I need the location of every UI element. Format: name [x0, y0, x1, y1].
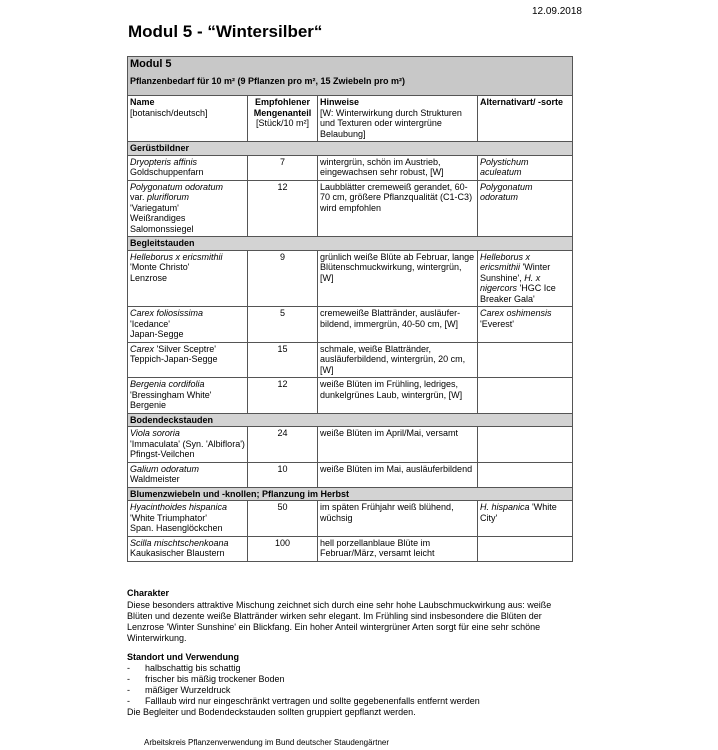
- plant-name-cell: [128, 342, 248, 378]
- quantity-cell: 100: [248, 536, 318, 561]
- list-item: - halbschattig bis schattig: [127, 663, 572, 674]
- table-row: [128, 501, 573, 537]
- common-name: Waldmeister: [130, 474, 180, 484]
- cultivar-name: 'Variegatum': [130, 202, 179, 213]
- alternative-name: H. hispanica: [480, 502, 530, 512]
- notes-cell: weiße Blüten im Frühling, ledriges, dunkelgrünes Laub, wintergrün, [W]: [318, 378, 478, 414]
- notes-cell: wintergrün, schön im Austrieb, eingewachsen sehr robust, [W]: [318, 155, 478, 180]
- variety-prefix: var.: [130, 192, 148, 202]
- plant-name-cell: [128, 501, 248, 537]
- table-row: [128, 342, 573, 378]
- alternative-cultivar-2: 'HGC Ice Breaker Gala': [480, 283, 556, 304]
- alternative-cell: [478, 180, 573, 237]
- botanical-name: Galium odoratum: [130, 463, 200, 474]
- quantity-cell: 9: [248, 250, 318, 307]
- notes-cell: weiße Blüten im April/Mai, versamt: [318, 427, 478, 463]
- botanical-name: Bergenia cordifolia: [130, 379, 205, 389]
- cultivar-name: 'Icedance': [130, 318, 170, 329]
- botanical-name: Dryopteris affinis: [130, 156, 198, 167]
- location-heading: Standort und Verwendung: [127, 652, 239, 662]
- page-title: Modul 5 - “Wintersilber“: [128, 22, 323, 41]
- alternative-cultivar: 'Everest': [480, 318, 514, 329]
- group-heading: Blumenzwiebeln und -knollen; Pflanzung im Herbst: [128, 487, 573, 501]
- botanical-name: Helleborus x ericsmithii: [130, 251, 223, 262]
- alternative-cultivar: 'White City': [480, 502, 557, 523]
- common-name: Lenzrose: [130, 272, 168, 283]
- module-title: Modul 5: [130, 58, 172, 70]
- botanical-name: Viola sororia: [130, 428, 180, 438]
- alternative-cell: [478, 462, 573, 487]
- quantity-cell: 15: [248, 342, 318, 378]
- column-header-name-sub: [botanisch/deutsch]: [130, 107, 208, 118]
- quantity-cell: 12: [248, 378, 318, 414]
- plant-name-cell: [128, 536, 248, 561]
- column-header-name: [128, 96, 248, 142]
- quantity-cell: 5: [248, 307, 318, 343]
- botanical-name: Hyacinthoides hispanica: [130, 502, 228, 512]
- cultivar-name: 'Silver Sceptre': [154, 343, 216, 354]
- botanical-name: Polygonatum odoratum: [130, 181, 224, 192]
- common-name: Span. Hasenglöckchen: [130, 523, 223, 533]
- cultivar-name: 'Immaculata' (Syn. 'Albiflora'): [130, 438, 245, 449]
- group-heading: Bodendeckstauden: [128, 413, 573, 427]
- alternative-cultivar: 'Winter Sunshine',: [480, 262, 551, 283]
- location-list: [127, 663, 572, 707]
- alternative-name: Polystichum aculeatum: [480, 156, 529, 177]
- quantity-cell: 7: [248, 155, 318, 180]
- list-item: - mäßiger Wurzeldruck: [127, 685, 572, 696]
- character-heading: Charakter: [127, 588, 170, 598]
- alternative-cell: [478, 501, 573, 537]
- quantity-cell: 12: [248, 180, 318, 237]
- table-row: [128, 155, 573, 180]
- alternative-cell: [478, 378, 573, 414]
- plant-name-cell: [128, 155, 248, 180]
- botanical-name: Carex foliosissima: [130, 308, 204, 318]
- footer-text: Arbeitskreis Pflanzenverwendung im Bund deutscher Staudengärtner: [144, 738, 390, 747]
- common-name: Bergenie: [130, 400, 167, 410]
- column-headers: [128, 96, 573, 142]
- location-section: [127, 652, 572, 718]
- column-header-notes-label: Hinweise: [320, 97, 360, 107]
- common-name: Japan-Segge: [130, 329, 184, 339]
- column-header-quantity-label: Empfohlener Mengenanteil: [253, 97, 312, 118]
- notes-cell: cremeweiße Blattränder, ausläufer-bildend, immergrün, 40-50 cm, [W]: [318, 307, 478, 343]
- notes-cell: weiße Blüten im Mai, ausläuferbildend: [318, 462, 478, 487]
- group-heading: Gerüstbildner: [128, 142, 573, 156]
- table-row: [128, 378, 573, 414]
- location-closing: Die Begleiter und Bodendeckstauden sollten gruppiert gepflanzt werden.: [127, 707, 416, 717]
- alternative-name: Carex oshimensis: [480, 308, 552, 318]
- notes-cell: hell porzellanblaue Blüte im Februar/März, versamt leicht: [318, 536, 478, 561]
- table-row: [128, 307, 573, 343]
- plant-table: [127, 56, 573, 562]
- notes-cell: im späten Frühjahr weiß blühend, wüchsig: [318, 501, 478, 537]
- column-header-alternative: [478, 96, 573, 142]
- alternative-name: Polygonatum odoratum: [480, 181, 533, 202]
- quantity-cell: 10: [248, 462, 318, 487]
- alternative-cell: [478, 536, 573, 561]
- table-row: [128, 427, 573, 463]
- column-header-notes-sub: [W: Winterwirkung durch Strukturen und Texturen oder wintergrüne Belaubung]: [320, 107, 462, 139]
- column-header-notes: [318, 96, 478, 142]
- plant-name-cell: [128, 378, 248, 414]
- column-header-alternative-label: Alternativart/ -sorte: [480, 97, 564, 107]
- botanical-name: Carex: [130, 343, 155, 354]
- plant-name-cell: [128, 427, 248, 463]
- plant-name-cell: [128, 462, 248, 487]
- variety-name: pluriflorum: [147, 192, 190, 202]
- alternative-cell: [478, 427, 573, 463]
- common-name: Goldschuppenfarn: [130, 167, 204, 177]
- plant-name-cell: [128, 180, 248, 237]
- common-name: Weißrandiges Salomonssiegel: [130, 213, 194, 234]
- notes-cell: schmale, weiße Blattränder, ausläuferbildend, wintergrün, 20 cm, [W]: [318, 342, 478, 378]
- list-item: - frischer bis mäßig trockener Boden: [127, 674, 572, 685]
- quantity-cell: 24: [248, 427, 318, 463]
- table-row: [128, 180, 573, 237]
- alternative-name: Helleborus x ericsmithii: [480, 251, 531, 272]
- document-date: 12.09.2018: [531, 6, 582, 17]
- common-name: Kaukasischer Blaustern: [130, 548, 225, 558]
- character-text: Diese besonders attraktive Mischung zeichnet sich durch eine sehr hohe Laubschmuckwirkung aus: weiße Blüten und dezente weiße Blattränder wirken sehr elegant. Im Frühling sind insbesondere die Blüten der Lenzrose 'Winter Sunshine' ein Blickfang. Ein hoher Anteil wintergrüner Arten sorgt für eine sehr schöne Winterwirkung.: [127, 600, 552, 643]
- column-header-quantity: [248, 96, 318, 142]
- module-subtitle: Pflanzenbedarf für 10 m² (9 Pflanzen pro m², 15 Zwiebeln pro m²): [130, 75, 406, 86]
- group-heading: Begleitstauden: [128, 237, 573, 251]
- cultivar-name: 'Bressingham White': [130, 389, 212, 400]
- cultivar-name: 'Monte Christo': [130, 262, 190, 272]
- table-row: [128, 536, 573, 561]
- alternative-cell: [478, 250, 573, 307]
- cultivar-name: 'White Triumphator': [130, 512, 207, 523]
- column-header-name-label: Name: [130, 97, 155, 107]
- notes-cell: grünlich weiße Blüte ab Februar, lange Blütenschmuckwirkung, wintergrün, [W]: [318, 250, 478, 307]
- alternative-name-2: H. x nigercors: [480, 272, 541, 293]
- alternative-cell: [478, 342, 573, 378]
- botanical-name: Scilla mischtschenkoana: [130, 537, 229, 548]
- notes-cell: Laubblätter cremeweiß gerandet, 60-70 cm, größere Pflanzqualität (C1-C3) wird empfohlen: [318, 180, 478, 237]
- alternative-cell: [478, 155, 573, 180]
- common-name: Teppich-Japan-Segge: [130, 354, 218, 364]
- plant-name-cell: [128, 250, 248, 307]
- table-row: [128, 462, 573, 487]
- list-item: - Falllaub wird nur eingeschränkt vertragen und sollte gegebenenfalls entfernt werden: [127, 696, 572, 707]
- plant-name-cell: [128, 307, 248, 343]
- common-name: Pfingst-Veilchen: [130, 449, 195, 459]
- character-section: [127, 588, 572, 644]
- table-row: [128, 250, 573, 307]
- column-header-quantity-sub: [Stück/10 m²]: [255, 118, 309, 128]
- module-header: [128, 57, 573, 96]
- alternative-cell: [478, 307, 573, 343]
- quantity-cell: 50: [248, 501, 318, 537]
